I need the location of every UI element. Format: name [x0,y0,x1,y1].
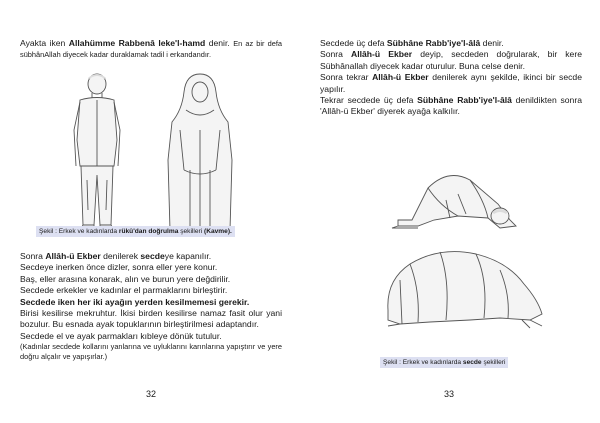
instruction-line-4: Secdede erkekler ve kadınlar el parmaklarını birleştirir. [20,285,228,296]
right-line-4: Tekrar secdede üç defa Sübhâne Rabb'iye'l-âlâ denildikten sonra 'Allâh-ü Ekber' diyerek ayağa kalkılır. [320,95,582,117]
caption-text-1: Şekil : Erkek ve kadınlarda [39,228,119,235]
intro-bold-prayer: Allahümme Rabbenâ leke'l-hamd [68,38,206,48]
woman-sujud-illustration [380,240,550,335]
instruction-line-1: Sonra Allâh-ü Ekber denilerek secdeye kapanılır. [20,251,212,261]
instruction-line-7: Secdede el ve ayak parmakları kıbleye dönük tutulur. [20,330,222,341]
right-page [300,0,600,423]
instruction-line-3: Baş, eller arasına konarak, alın ve burun yere değdirilir. [20,273,231,284]
intro-paragraph [20,38,282,61]
caption-text-2: şekilleri [481,359,506,366]
intro-text-1: Ayakta iken [20,38,69,48]
intro-text-2: denir. [205,38,234,48]
instruction-line-5: Secdede iken her iki ayağın yerden kesilmemesi gerekir. [20,296,250,307]
right-line-3: Sonra tekrar Allâh-ü Ekber denilerek aynı şekilde, ikinci bir secde yapılır. [320,72,582,94]
caption-text-1: Şekil : Erkek ve kadınlarda [383,359,463,366]
caption-bold-1: secde [462,359,482,366]
right-line-1: Secdede üç defa Sübhâne Rabb'iye'l-âlâ denir. [320,38,504,48]
standing-man-illustration [62,70,132,235]
left-page-number: 32 [146,389,157,399]
instruction-line-8: (Kadınlar secdede kollarını yanlarına ve uyluklarını karınlarına yapıştırır ve yere doğru alçalır ve yapışırlar.) [20,342,282,361]
man-sujud-illustration [388,160,538,240]
right-figure-caption [380,357,508,368]
standing-woman-illustration [160,70,240,235]
sujud-instructions [20,251,282,361]
left-figure-caption [36,226,235,237]
intro-small-note: En az bir defa sübhânAllah diyecek kadar duraklamak tadil i erkandandır. [20,39,282,60]
instruction-line-6: Birisi kesilirse mekruhtur. İkisi birden kesilirse namaz fasit olur yani bozulur. Bu esnada ayak topuklarının birleştirilmesi adaptandır. [20,308,282,330]
instruction-line-2: Secdeye inerken önce dizler, sonra eller yere konur. [20,262,218,273]
right-page-number: 33 [444,389,455,399]
right-line-2: Sonra Allâh-ü Ekber deyip, secdeden doğrularak, bir kere Sübhânallah diyecek kadar oturulur. Buna celse denir. [320,49,582,71]
caption-bold-2: (Kavme). [204,228,232,235]
caption-text-2: şekilleri [178,228,205,235]
caption-bold-1: rükû'dan doğrulma [118,228,179,235]
right-text-block [320,38,582,118]
